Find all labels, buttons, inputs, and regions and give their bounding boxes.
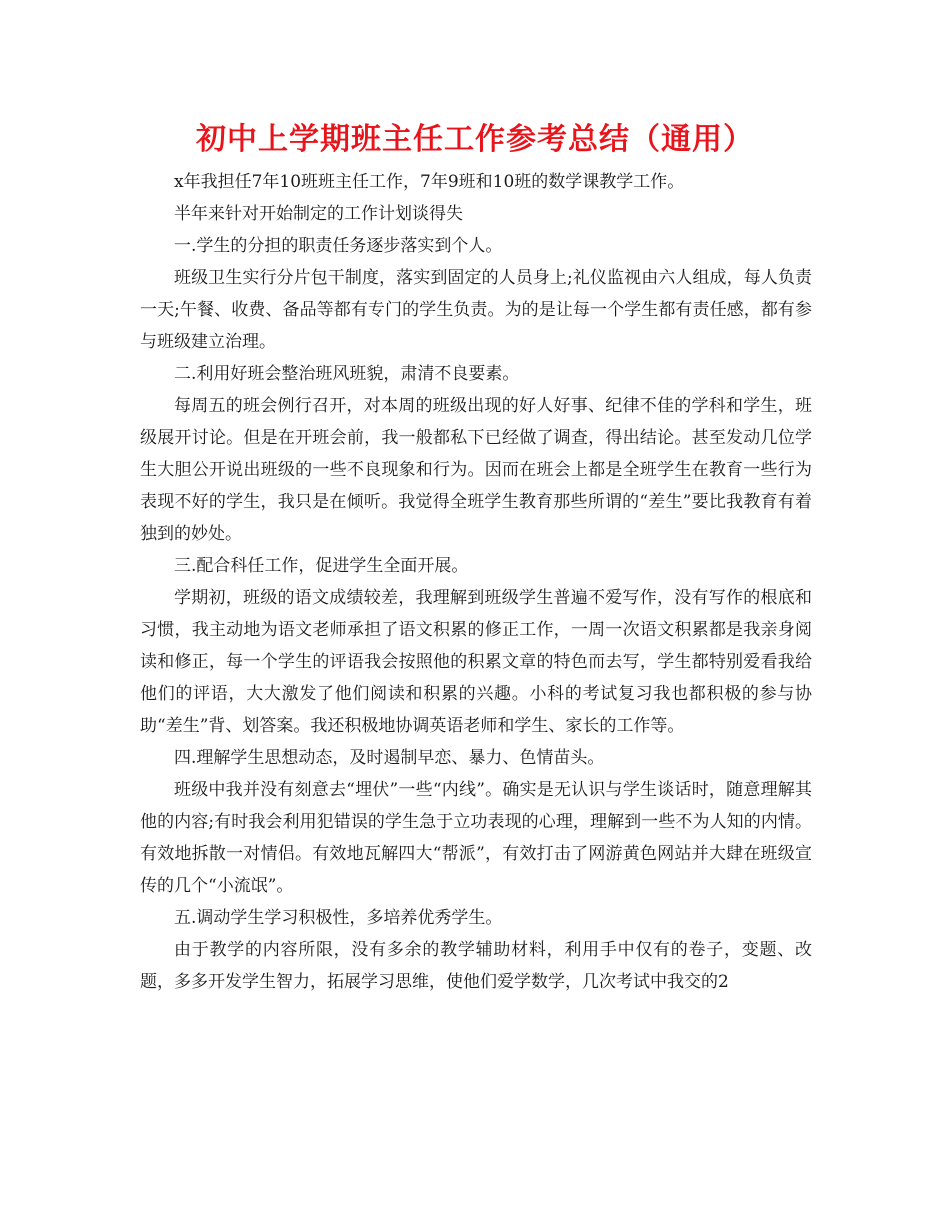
paragraph-section-3: 学期初，班级的语文成绩较差，我理解到班级学生普遍不爱写作，没有写作的根底和习惯，我主动地为语文老师承担了语文积累的修正工作，一周一次语文积累都是我亲身阅读和修正，每一个学生的评语我会按照他的积累文章的特色而去写，学生都特别爱看我给他们的评语，大大激发了他们阅读和积累的兴趣。小科的考试复习我也都积极的参与协助“差生”背、划答案。我还积极地协调英语老师和学生、家长的工作等。 <box>140 588 812 736</box>
paragraph-section-5: 由于教学的内容所限，没有多余的教学辅助材料，利用手中仅有的卷子，变题、改题，多多开发学生智力，拓展学习思维，使他们爱学数学，几次考试中我交的2 <box>140 940 812 992</box>
section-heading-5: 五.调动学生学习积极性，多培养优秀学生。 <box>174 908 503 928</box>
paragraph-section-1: 班级卫生实行分片包干制度，落实到固定的人员身上;礼仪监视由六人组成，每人负责一天;午餐、收费、备品等都有专门的学生负责。为的是让每一个学生都有责任感，都有参与班级建立治理。 <box>140 268 812 352</box>
paragraph-section-4: 班级中我并没有刻意去“埋伏”一些“内线”。确实是无认识与学生谈话时，随意理解其他的内容;有时我会利用犯错误的学生急于立功表现的心理，理解到一些不为人知的内情。有效地拆散一对情侣。有效地瓦解四大“帮派”，有效打击了网游黄色网站并大肆在班级宣传的几个“小流氓”。 <box>140 780 812 896</box>
section-heading-4: 四.理解学生思想动态，及时遏制早恋、暴力、色情苗头。 <box>174 748 605 768</box>
section-heading-1: 一.学生的分担的职责任务逐步落实到个人。 <box>174 236 503 256</box>
section-heading-2: 二.利用好班会整治班风班貌，肃清不良要素。 <box>174 364 520 384</box>
paragraph-intro: x年我担任7年10班班主任工作，7年9班和10班的数学课教学工作。 <box>174 172 685 192</box>
document-body <box>140 166 812 998</box>
document-title: 初中上学期班主任工作参考总结（通用） <box>196 122 754 157</box>
section-heading-3: 三.配合科任工作，促进学生全面开展。 <box>174 556 469 576</box>
paragraph-section-2: 每周五的班会例行召开，对本周的班级出现的好人好事、纪律不佳的学科和学生，班级展开讨论。但是在开班会前，我一般都私下已经做了调查，得出结论。甚至发动几位学生大胆公开说出班级的一些不良现象和行为。因而在班会上都是全班学生在教育一些行为表现不好的学生，我只是在倾听。我觉得全班学生教育那些所谓的“差生”要比我教育有着独到的妙处。 <box>140 396 812 544</box>
paragraph-summary-lead: 半年来针对开始制定的工作计划谈得失 <box>174 204 463 224</box>
